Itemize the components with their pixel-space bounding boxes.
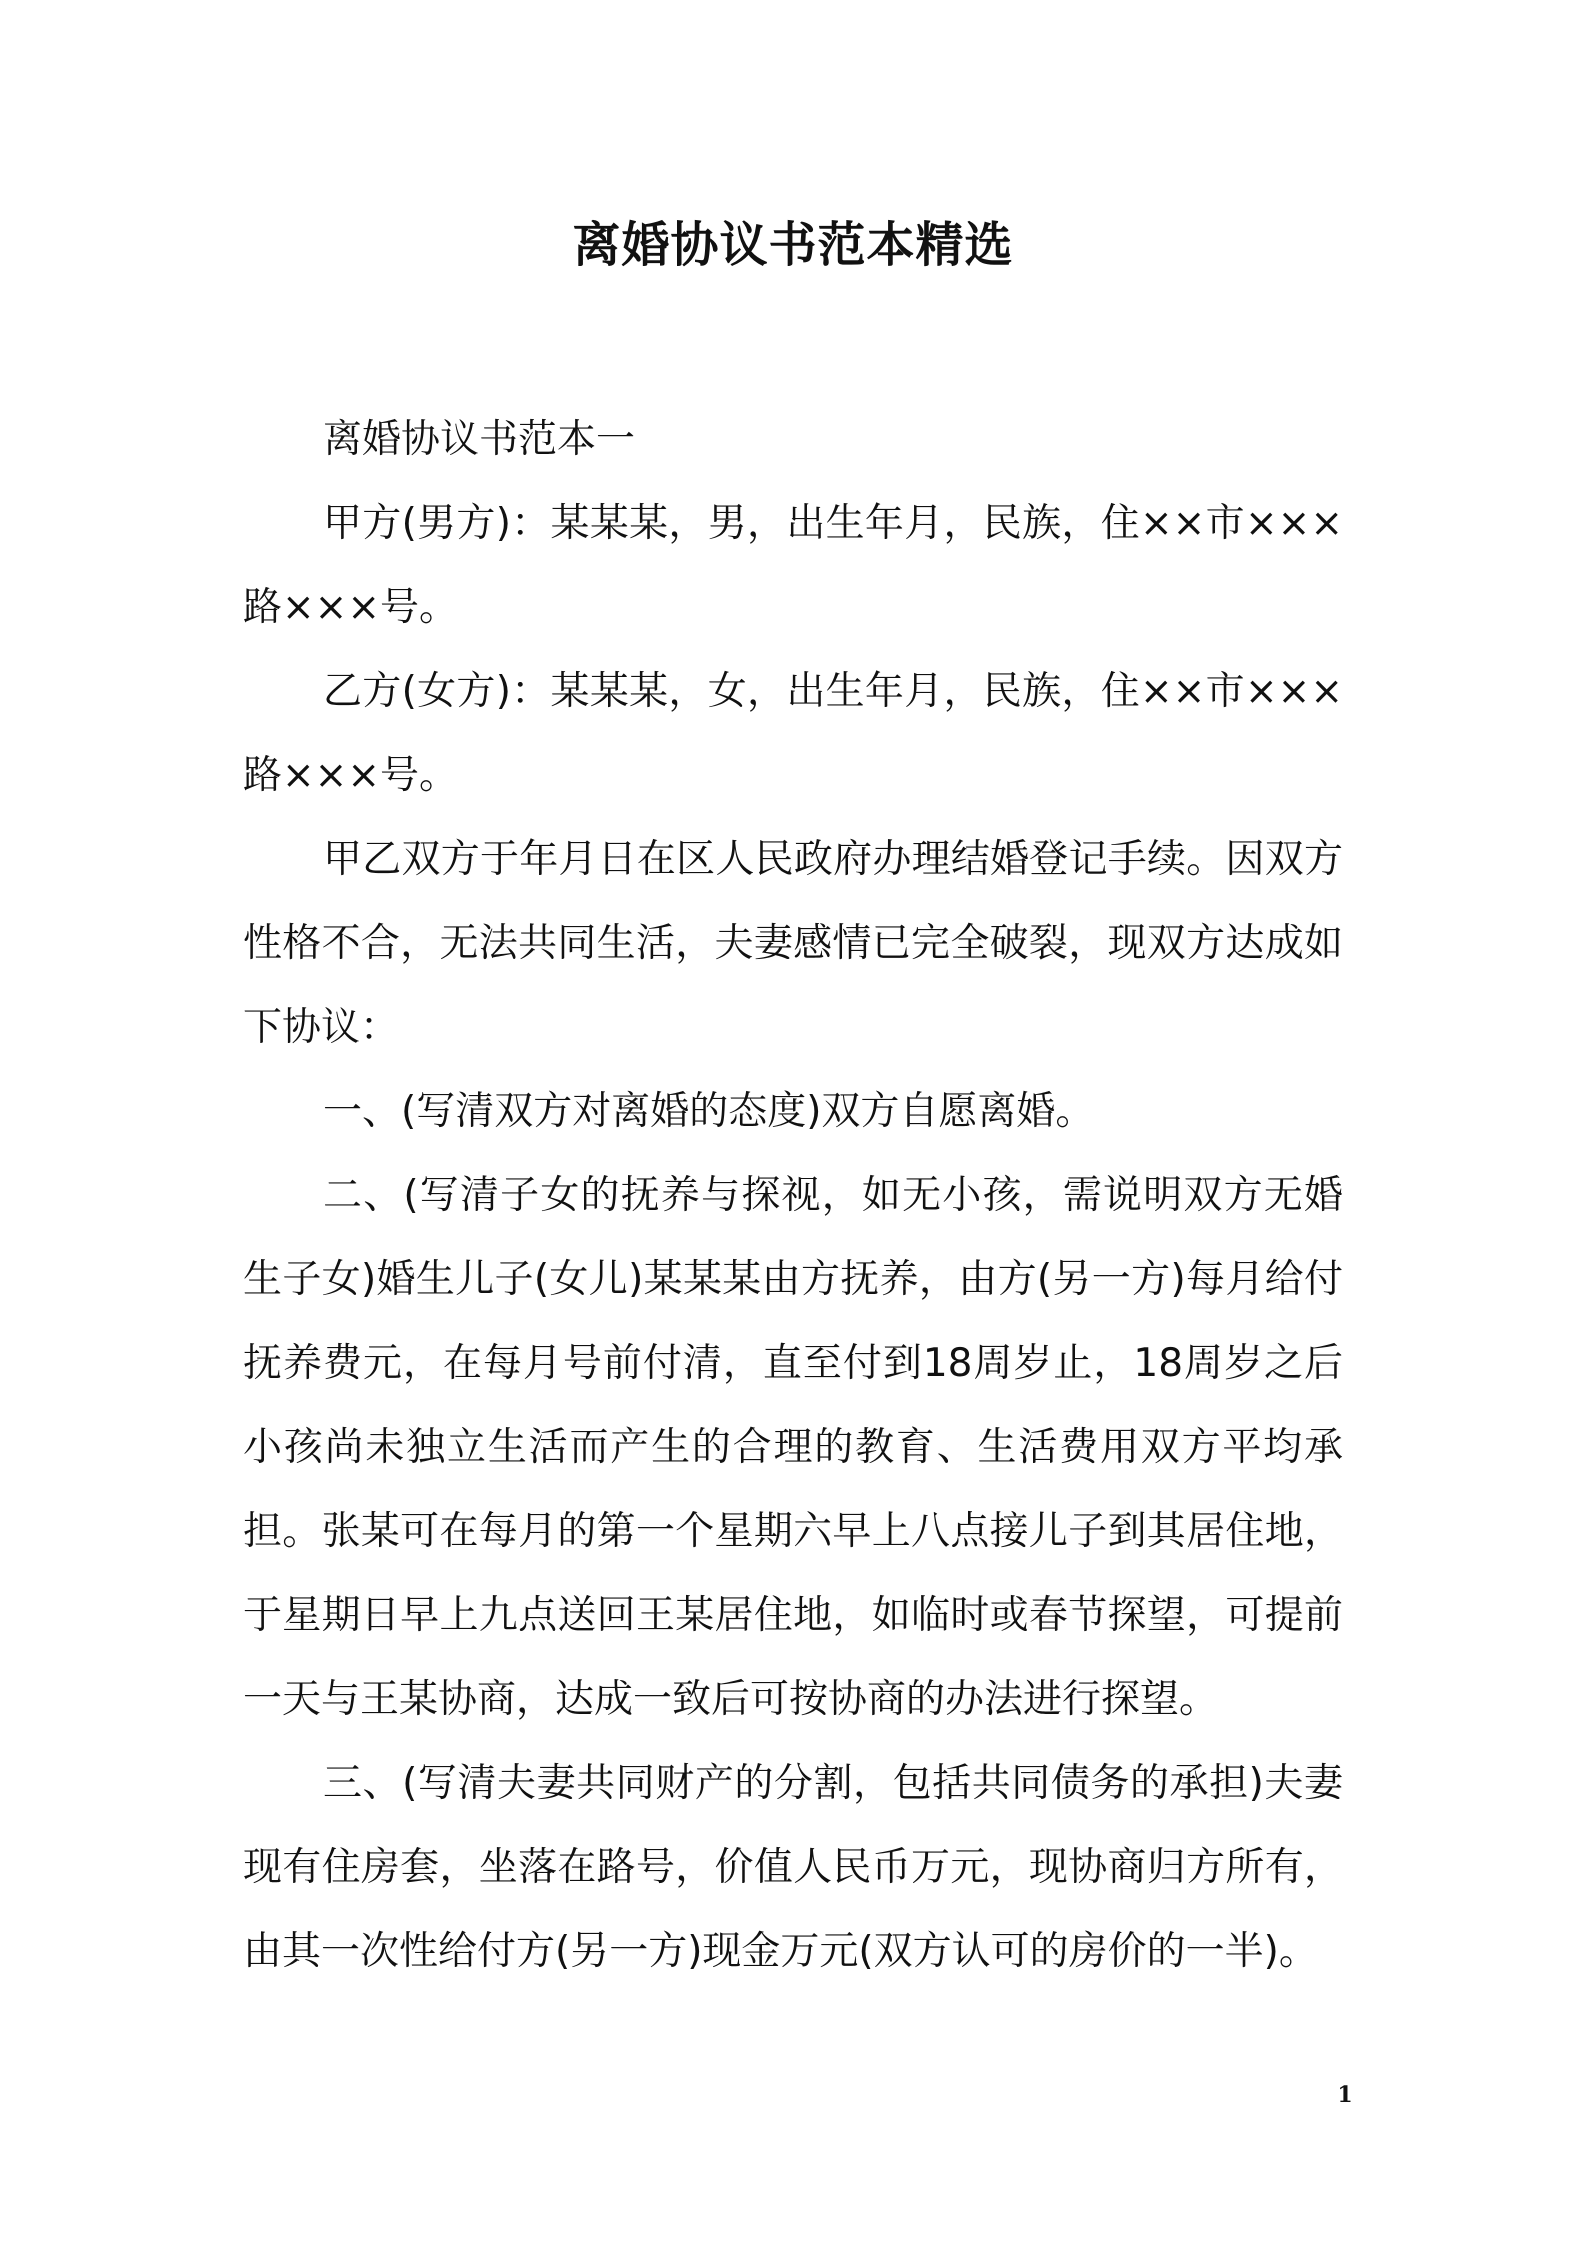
clause-three-paragraph: 三、(写清夫妻共同财产的分割，包括共同债务的承担)夫妻现有住房套，坐落在路号，价值人民币万元，现协商归方所有，由其一次性给付方(另一方)现金万元(双方认可的房价的一半)。 [243, 1761, 1343, 1974]
agreement-intro-paragraph: 甲乙双方于年月日在区人民政府办理结婚登记手续。因双方性格不合，无法共同生活，夫妻感情已完全破裂，现双方达成如下协议： [243, 837, 1343, 1050]
clause-one-paragraph: 一、(写清双方对离婚的态度)双方自愿离婚。 [323, 1089, 1095, 1134]
section-heading: 离婚协议书范本一 [323, 417, 636, 462]
document-title: 离婚协议书范本精选 [572, 217, 1014, 273]
party-a-paragraph: 甲方(男方)：某某某，男，出生年月，民族，住××市×××路×××号。 [243, 501, 1343, 630]
party-b-paragraph: 乙方(女方)：某某某，女，出生年月，民族，住××市×××路×××号。 [243, 669, 1343, 798]
document-body [243, 398, 1343, 1994]
page-number: 1 [1337, 2082, 1353, 2108]
clause-two-paragraph: 二、(写清子女的抚养与探视，如无小孩，需说明双方无婚生子女)婚生儿子(女儿)某某某由方抚养，由方(另一方)每月给付抚养费元，在每月号前付清，直至付到18周岁止，18周岁之后小孩尚未独立生活而产生的合理的教育、生活费用双方平均承担。张某可在每月的第一个星期六早上八点接儿子到其居住地，于星期日早上九点送回王某居住地，如临时或春节探望，可提前一天与王某协商，达成一致后可按协商的办法进行探望。 [243, 1173, 1343, 1722]
